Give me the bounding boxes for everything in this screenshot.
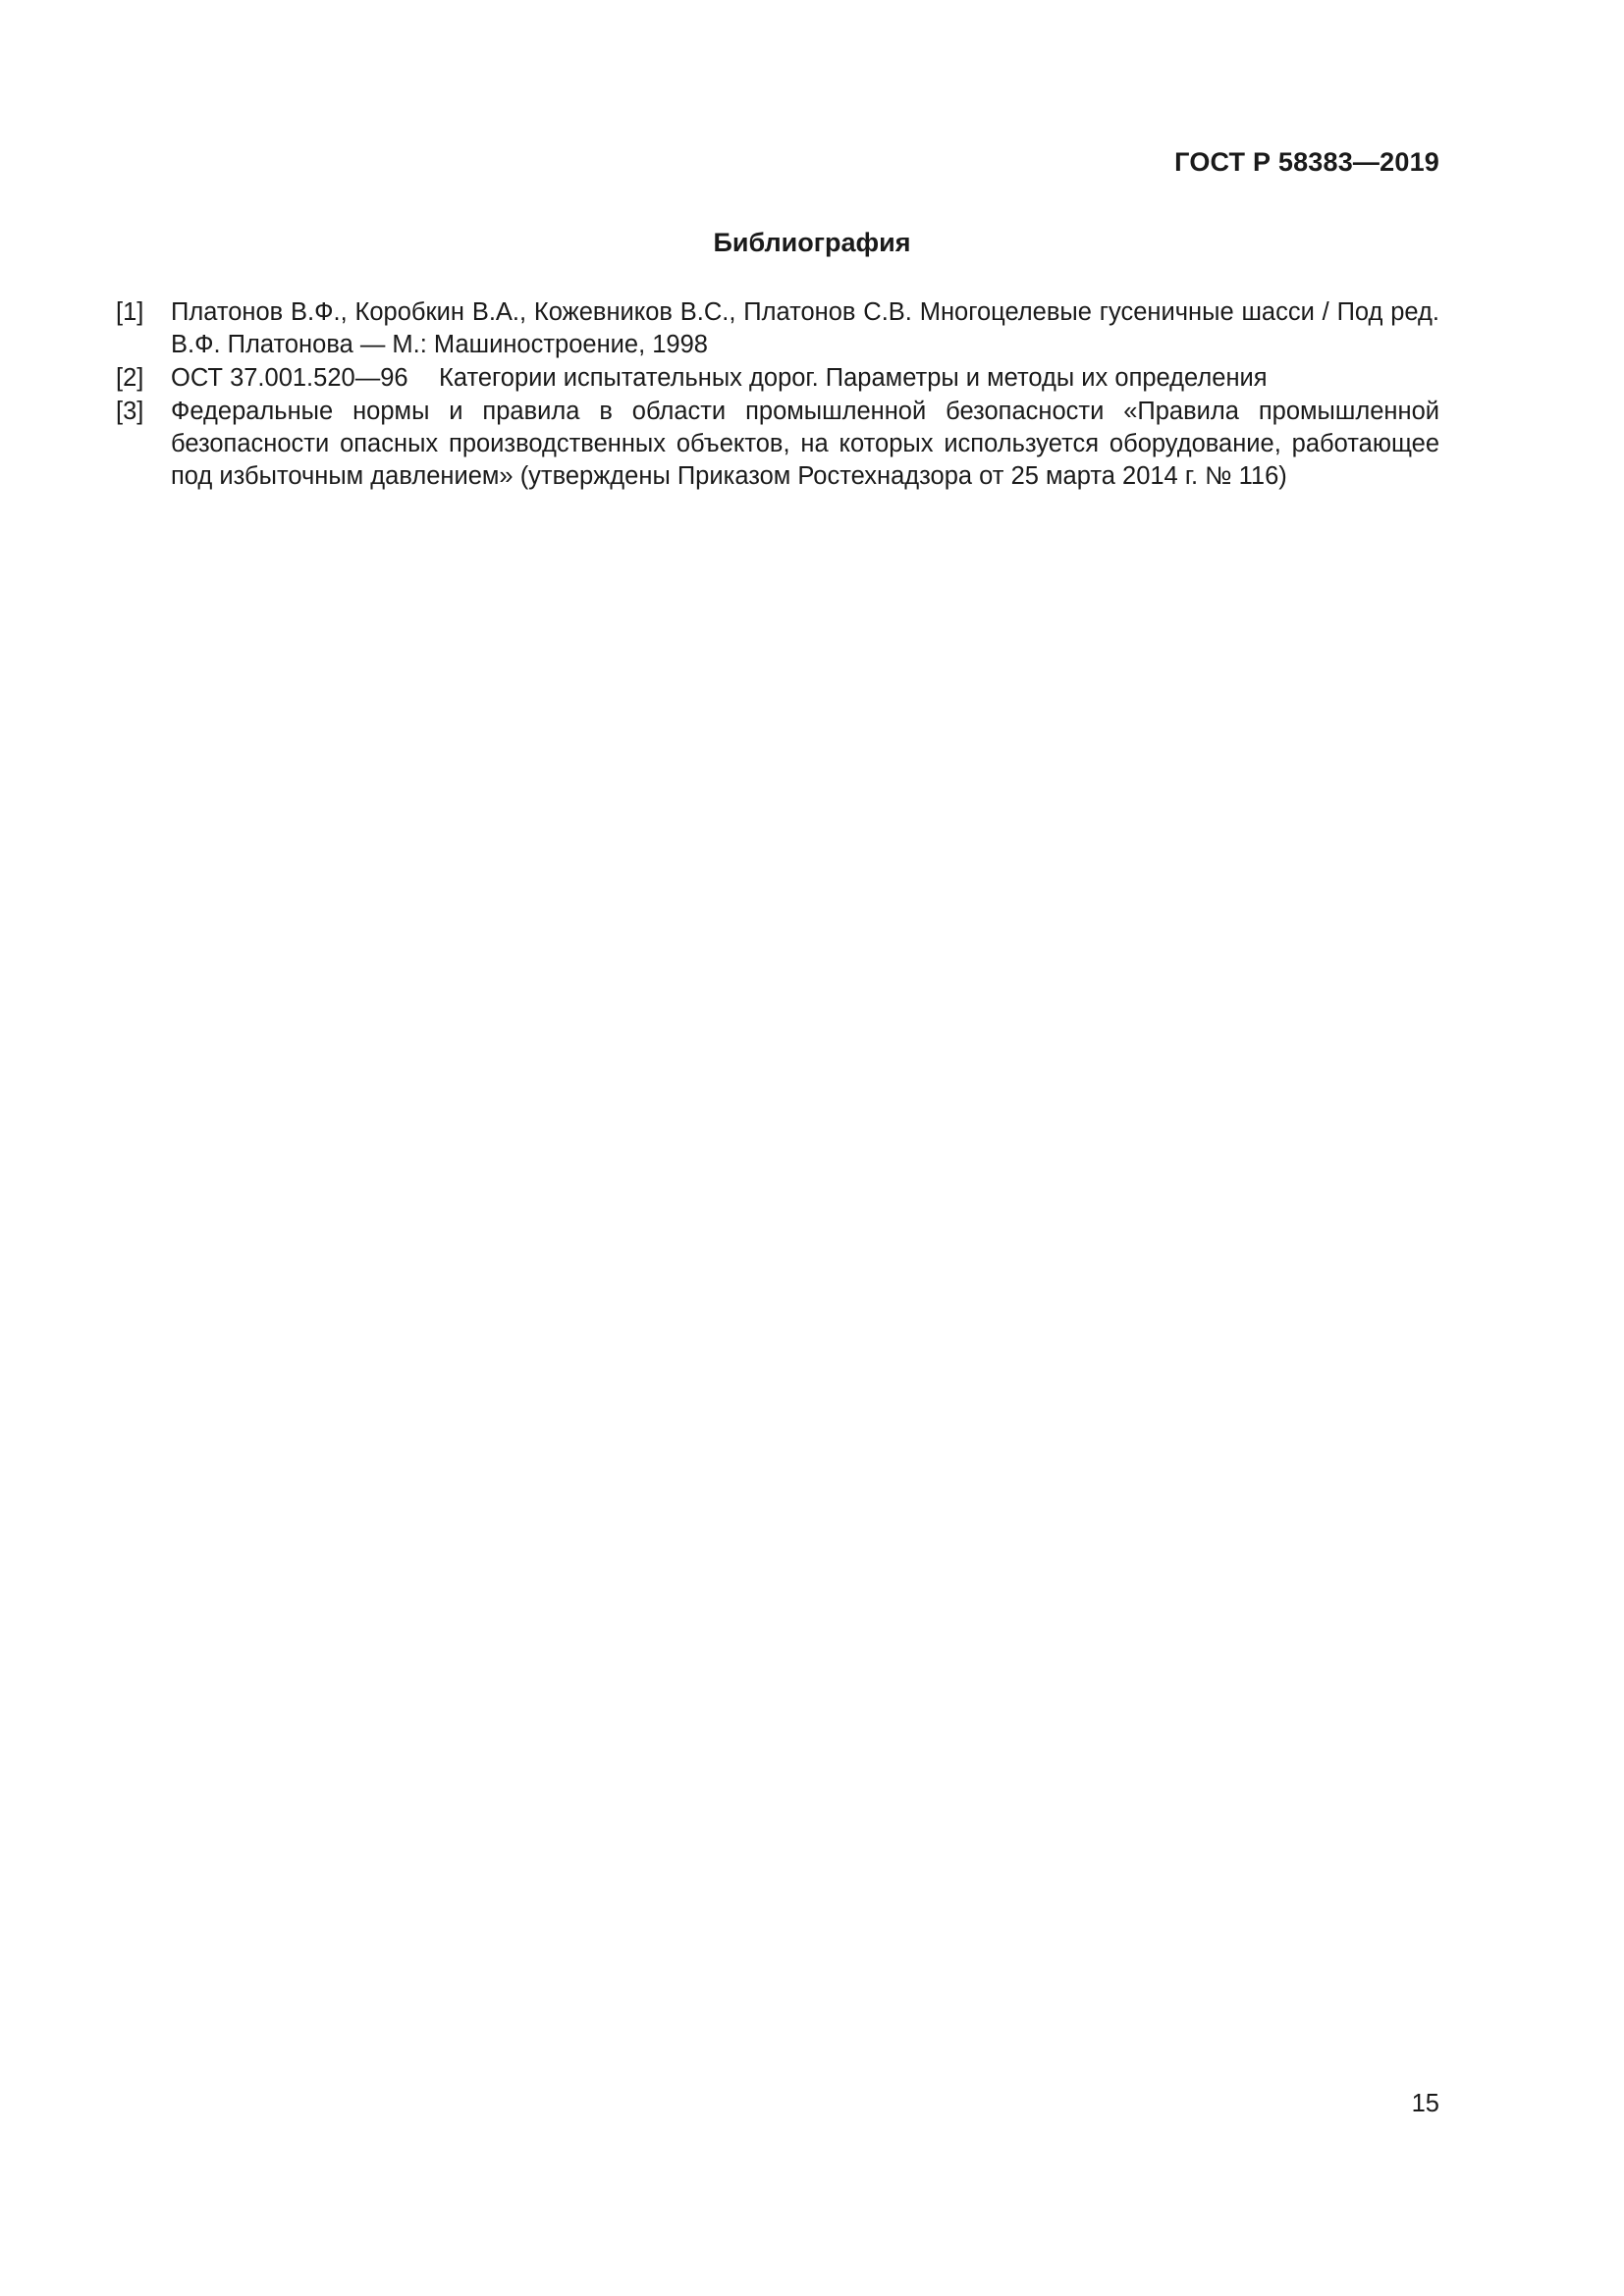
bibliography-list xyxy=(116,296,1439,494)
entry-body xyxy=(171,362,1439,395)
bibliography-entry xyxy=(116,396,1439,493)
entry-text: Категории испытательных дорог. Параметры и методы их определения xyxy=(439,364,1268,392)
entry-text: Федеральные нормы и правила в области промышленной безопасности «Правила промышленной безопасности опасных производственных объектов, на которых используется оборудование, работающее под избыточным давлением» (утверждены Приказом Ростехнадзора от 25 марта 2014 г. № 116) xyxy=(171,398,1439,490)
document-number: ГОСТ Р 58383—2019 xyxy=(1174,147,1439,177)
bibliography-entry xyxy=(116,296,1439,361)
bibliography-entry xyxy=(116,362,1439,395)
entry-text: Платонов В.Ф., Коробкин В.А., Кожевников В.С., Платонов С.В. Многоцелевые гусеничные шасси / Под ред. В.Ф. Платонова — М.: Машиностроение, 1998 xyxy=(171,298,1439,358)
entry-number: [3] xyxy=(116,398,144,425)
entry-number: [2] xyxy=(116,364,144,392)
bibliography-title: Библиография xyxy=(713,228,911,257)
entry-number: [1] xyxy=(116,298,144,326)
page-number: 15 xyxy=(1411,2090,1439,2117)
entry-code: ОСТ 37.001.520—96 xyxy=(171,364,408,392)
